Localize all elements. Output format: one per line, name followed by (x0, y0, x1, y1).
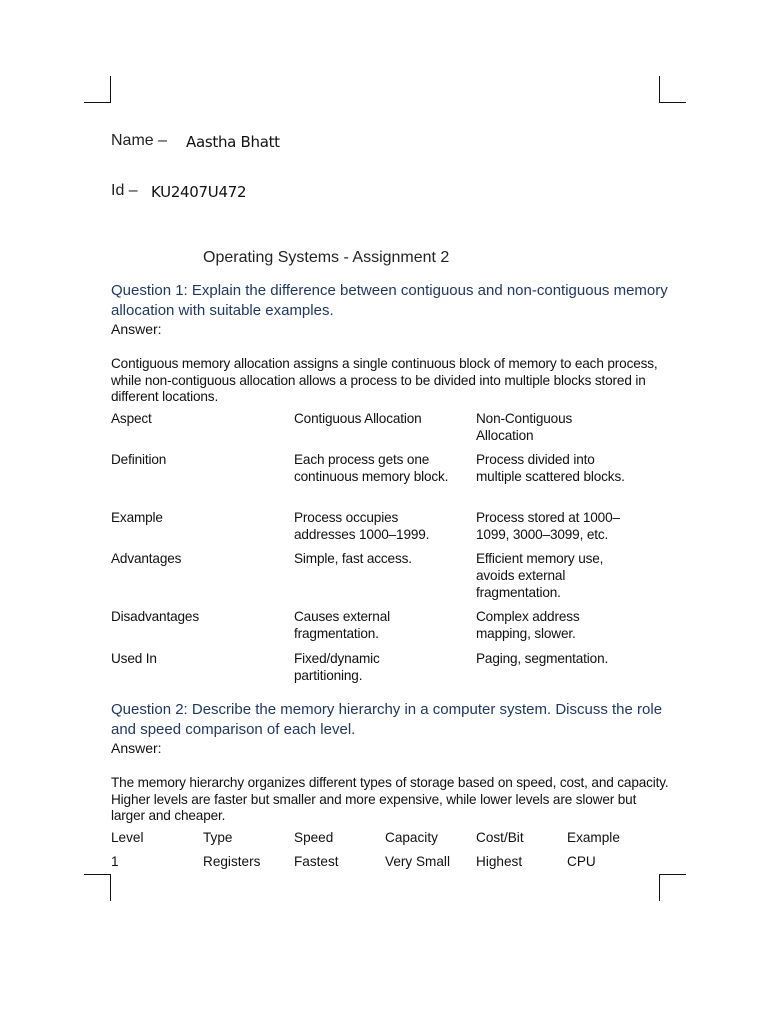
crop-mark-bottom-left (84, 874, 111, 901)
table-cell: Example (111, 510, 163, 525)
id-value: KU2407U472 (151, 183, 247, 201)
table-header-cell: Example (567, 830, 620, 845)
table-header-cell: Aspect (111, 411, 152, 426)
name-label: Name – (111, 132, 168, 149)
question-2: Question 2: Describe the memory hierarchy in a computer system. Discuss the role and speed comparison of each level. (111, 701, 663, 738)
table-cell: Process divided into multiple scattered blocks. (476, 452, 625, 484)
table-header-cell: Non-Contiguous Allocation (476, 411, 573, 443)
crop-mark-top-right (659, 76, 686, 103)
crop-mark-top-left (84, 76, 111, 103)
table-cell: Highest (476, 854, 523, 869)
table-cell: Paging, segmentation. (476, 651, 609, 666)
table-header-cell: Capacity (385, 830, 438, 845)
table-header-cell: Type (203, 830, 233, 845)
table-cell: Process stored at 1000–1099, 3000–3099, etc. (476, 510, 620, 542)
answer-1-intro: Contiguous memory allocation assigns a single continuous block of memory to each process, while non-contiguous allocation allows a process to be divided into multiple blocks stored in different locations. (111, 356, 658, 405)
table-cell: Definition (111, 452, 167, 467)
table-cell: Simple, fast access. (294, 551, 412, 566)
table-cell: Fixed/dynamic partitioning. (294, 651, 380, 683)
table-cell: Advantages (111, 551, 182, 566)
table-cell: Very Small (385, 854, 450, 869)
table-cell: Causes external fragmentation. (294, 609, 390, 641)
crop-mark-bottom-right (659, 874, 686, 901)
table-cell: Efficient memory use, avoids external fragmentation. (476, 551, 604, 600)
table-cell: CPU (567, 854, 596, 869)
page-title: Operating Systems - Assignment 2 (203, 249, 450, 266)
question-1: Question 1: Explain the difference between contiguous and non-contiguous memory allocation with suitable examples. (111, 282, 668, 319)
table-cell: Registers (203, 854, 261, 869)
name-value: Aastha Bhatt (186, 133, 280, 151)
table-header-cell: Cost/Bit (476, 830, 524, 845)
table-cell: Each process gets one continuous memory block. (294, 452, 449, 484)
table-header-cell: Contiguous Allocation (294, 411, 422, 426)
table-cell: Process occupies addresses 1000–1999. (294, 510, 430, 542)
table-cell: Fastest (294, 854, 339, 869)
id-label: Id – (111, 182, 138, 199)
table-cell: 1 (111, 854, 119, 869)
answer-label-2: Answer: (111, 740, 162, 756)
table-header-cell: Speed (294, 830, 334, 845)
table-cell: Complex address mapping, slower. (476, 609, 580, 641)
answer-label-1: Answer: (111, 321, 162, 337)
table-header-cell: Level (111, 830, 144, 845)
table-cell: Disadvantages (111, 609, 199, 624)
answer-2-intro: The memory hierarchy organizes different types of storage based on speed, cost, and capacity. Higher levels are faster but smaller and more expensive, while lower levels are slower but larger and cheaper. (111, 775, 669, 824)
table-cell: Used In (111, 651, 157, 666)
